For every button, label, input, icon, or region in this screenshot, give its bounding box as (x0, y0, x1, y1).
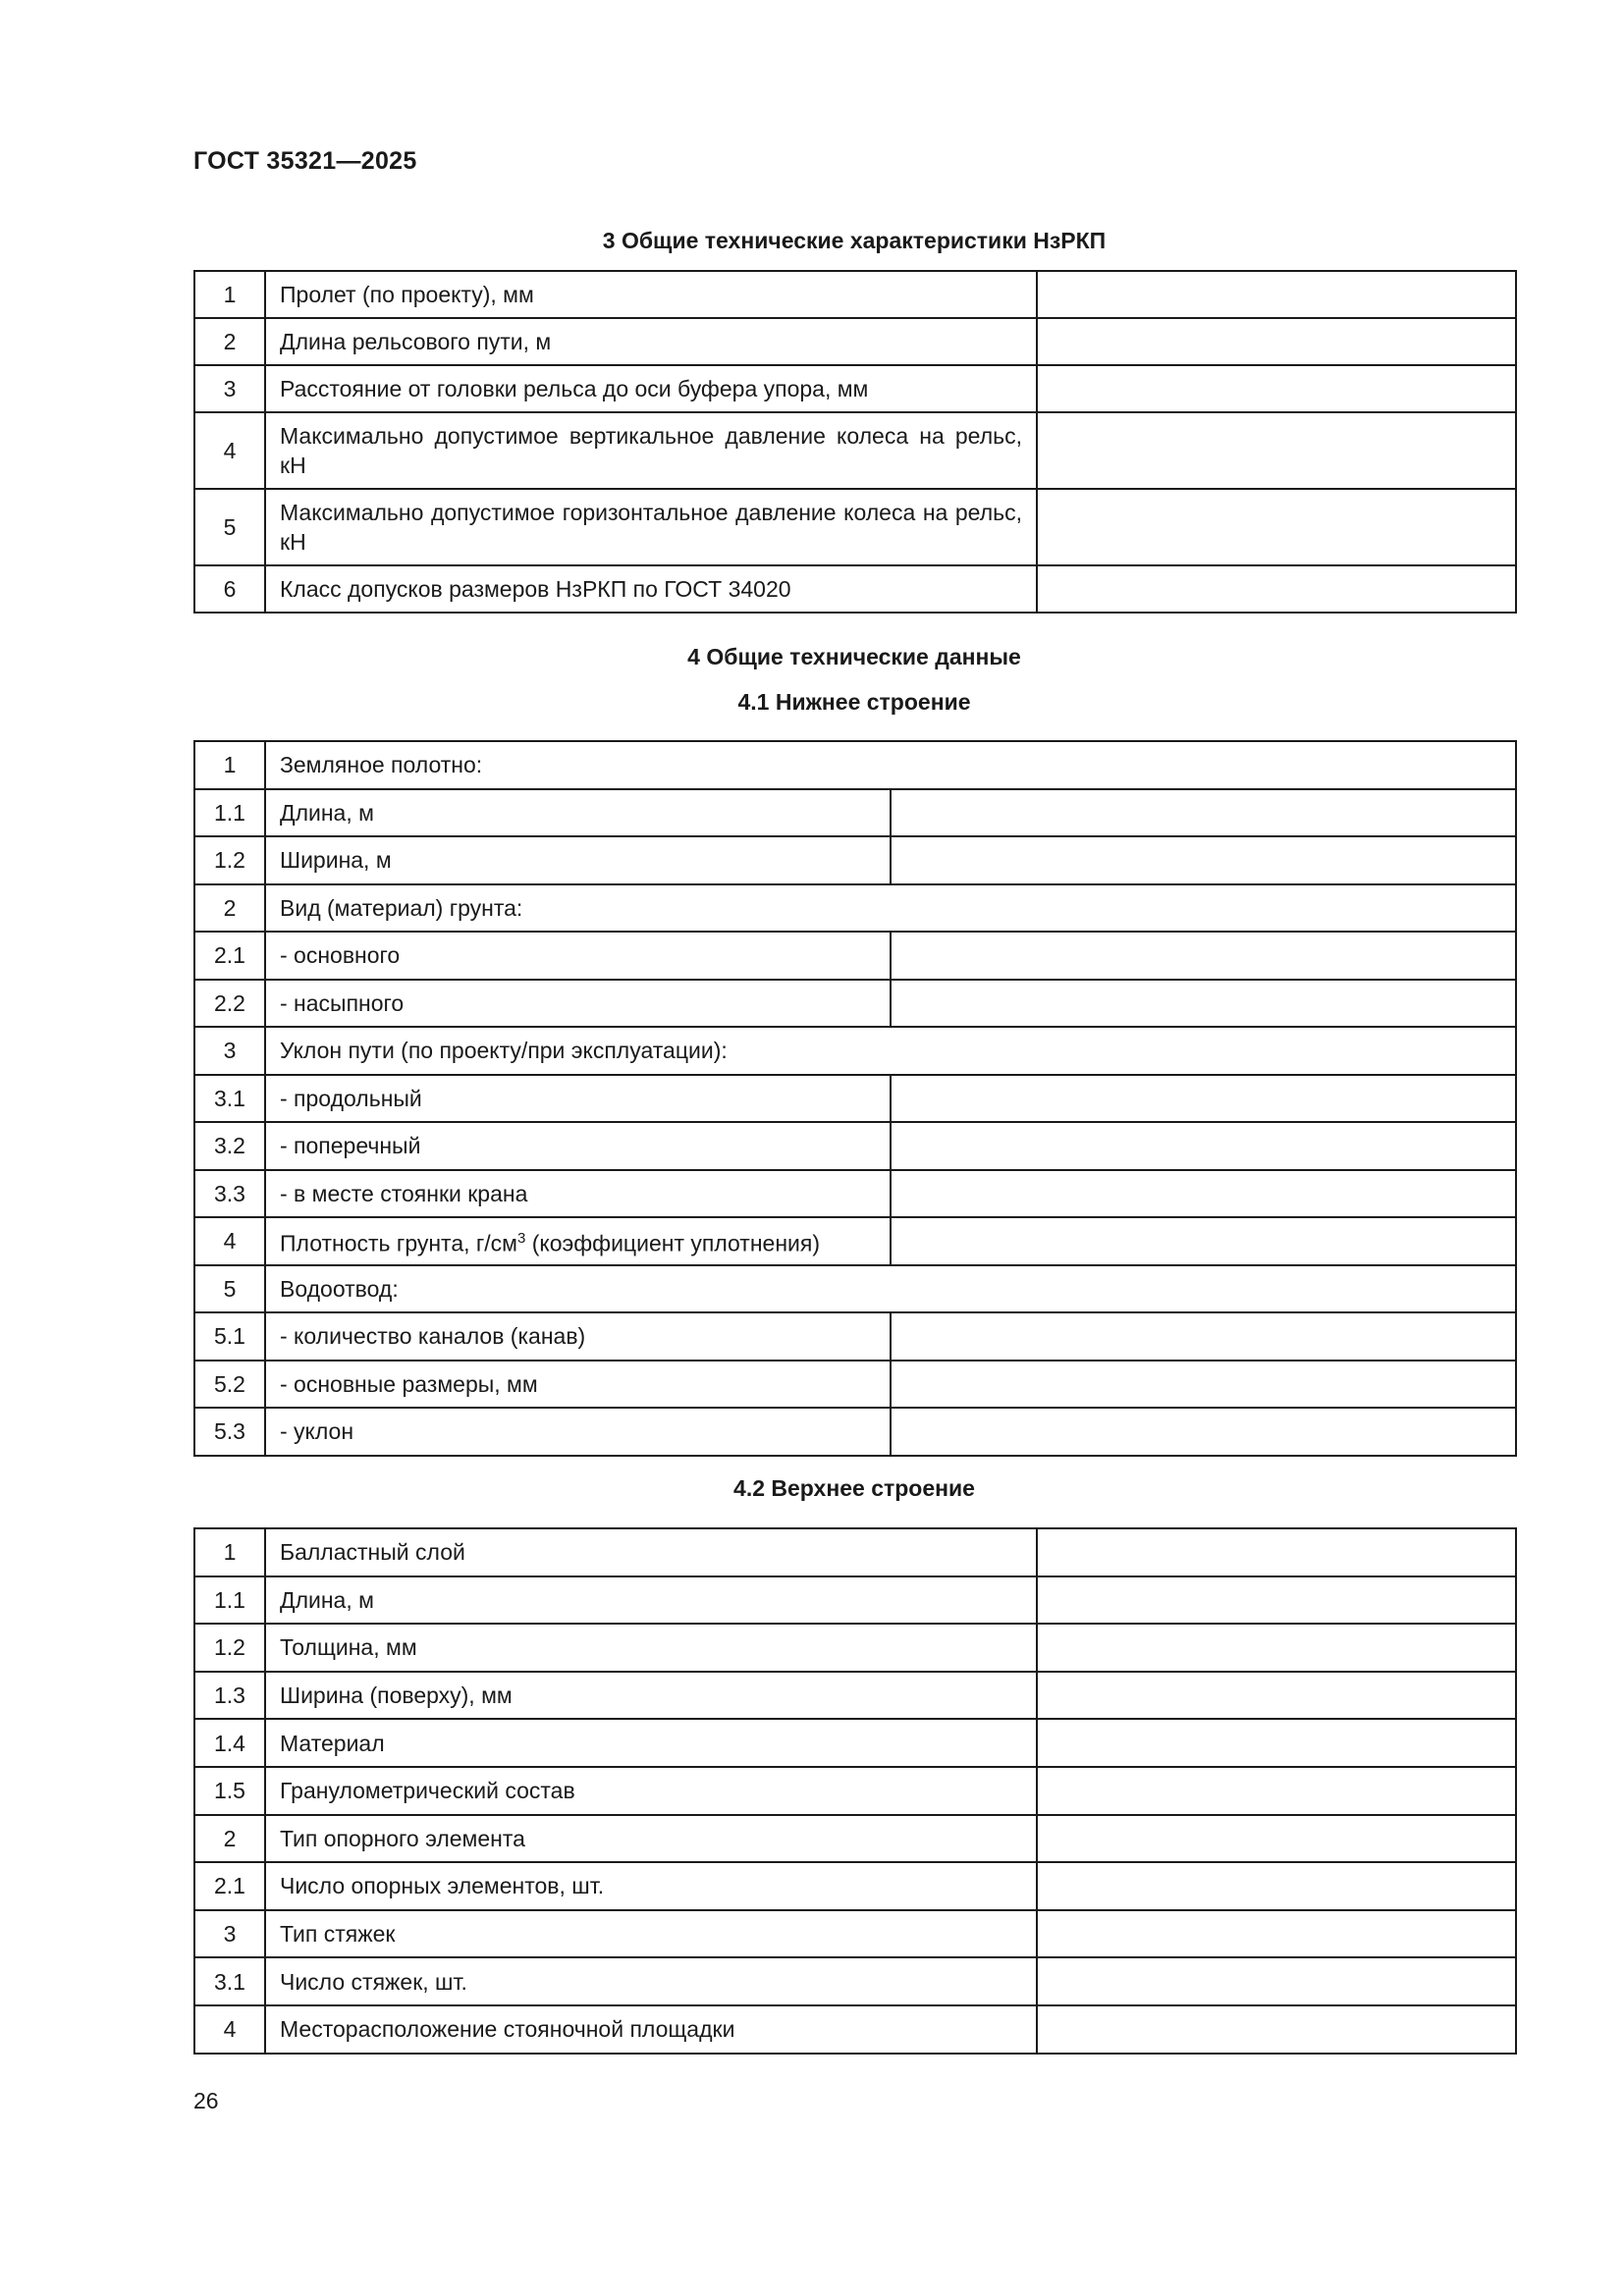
row-label: Максимально допустимое горизонтальное давление колеса на рельс, кН (265, 489, 1037, 565)
row-number: 1.1 (194, 1576, 265, 1625)
row-number: 3 (194, 365, 265, 412)
row-label: Длина, м (265, 789, 891, 837)
general-characteristics-table (193, 270, 1517, 614)
table-row (194, 980, 1516, 1028)
row-label: Пролет (по проекту), мм (265, 271, 1037, 318)
row-label: Длина рельсового пути, м (265, 318, 1037, 365)
substructure-table (193, 740, 1517, 1457)
row-number: 3.1 (194, 1075, 265, 1123)
row-label: Класс допусков размеров НзРКП по ГОСТ 34020 (265, 565, 1037, 613)
table-row (194, 1122, 1516, 1170)
value-cell[interactable] (1037, 1862, 1516, 1910)
row-number: 1 (194, 271, 265, 318)
value-cell[interactable] (1037, 1910, 1516, 1958)
row-number: 1.4 (194, 1719, 265, 1767)
row-label: Максимально допустимое вертикальное давление колеса на рельс, кН (265, 412, 1037, 489)
value-cell[interactable] (1037, 318, 1516, 365)
row-label: Ширина (поверху), мм (265, 1672, 1037, 1720)
table-row (194, 1576, 1516, 1625)
section-3-title: 3 Общие технические характеристики НзРКП (602, 228, 1107, 253)
row-label (265, 1217, 891, 1265)
value-cell[interactable] (1037, 1719, 1516, 1767)
group-label: Вид (материал) грунта: (265, 884, 1516, 933)
row-label: - основные размеры, мм (265, 1361, 891, 1409)
row-number: 4 (194, 1217, 265, 1265)
row-number: 5.3 (194, 1408, 265, 1456)
row-label: Ширина, м (265, 836, 891, 884)
table-row (194, 1170, 1516, 1218)
value-cell[interactable] (1037, 1767, 1516, 1815)
value-cell[interactable] (1037, 2005, 1516, 2054)
value-cell[interactable] (891, 1122, 1516, 1170)
group-label: Водоотвод: (265, 1265, 1516, 1313)
row-label: Гранулометрический состав (265, 1767, 1037, 1815)
table-row (194, 1719, 1516, 1767)
value-cell[interactable] (1037, 565, 1516, 613)
row-number: 5.2 (194, 1361, 265, 1409)
group-label: Уклон пути (по проекту/при эксплуатации): (265, 1027, 1516, 1075)
value-cell[interactable] (1037, 365, 1516, 412)
value-cell[interactable] (891, 1408, 1516, 1456)
soil-density-label: Плотность грунта, г/см (280, 1230, 517, 1256)
row-number: 2 (194, 318, 265, 365)
value-cell[interactable] (1037, 412, 1516, 489)
row-number: 3.2 (194, 1122, 265, 1170)
superscript-exponent: 3 (517, 1229, 526, 1247)
section-4-title: 4 Общие технические данные (687, 644, 1021, 669)
table-row (194, 1075, 1516, 1123)
value-cell[interactable] (1037, 1957, 1516, 2005)
row-number: 4 (194, 412, 265, 489)
row-label: - продольный (265, 1075, 891, 1123)
value-cell[interactable] (1037, 1815, 1516, 1863)
row-number: 3 (194, 1910, 265, 1958)
row-label: - уклон (265, 1408, 891, 1456)
table-row (194, 1408, 1516, 1456)
row-number: 1.5 (194, 1767, 265, 1815)
row-label: Длина, м (265, 1576, 1037, 1625)
row-number: 2 (194, 884, 265, 933)
row-number: 2.1 (194, 932, 265, 980)
table-row (194, 836, 1516, 884)
row-label: Число опорных элементов, шт. (265, 1862, 1037, 1910)
row-label: - насыпного (265, 980, 891, 1028)
table-row (194, 1910, 1516, 1958)
row-label: Расстояние от головки рельса до оси буфера упора, мм (265, 365, 1037, 412)
value-cell[interactable] (891, 1217, 1516, 1265)
row-number: 2.1 (194, 1862, 265, 1910)
row-number: 3 (194, 1027, 265, 1075)
row-number: 4 (194, 2005, 265, 2054)
table-row (194, 884, 1516, 933)
row-number: 1.2 (194, 1624, 265, 1672)
table-row (194, 271, 1516, 318)
table-row (194, 1624, 1516, 1672)
value-cell[interactable] (1037, 1624, 1516, 1672)
table-row (194, 1265, 1516, 1313)
row-number: 1.2 (194, 836, 265, 884)
table-row (194, 565, 1516, 613)
row-label: - количество каналов (канав) (265, 1312, 891, 1361)
value-cell[interactable] (891, 980, 1516, 1028)
row-number: 1 (194, 741, 265, 789)
row-label: Месторасположение стояночной площадки (265, 2005, 1037, 2054)
soil-density-label-suffix: (коэффициент уплотнения) (525, 1230, 820, 1256)
table-row (194, 318, 1516, 365)
table-row (194, 1957, 1516, 2005)
value-cell[interactable] (891, 1075, 1516, 1123)
row-label: Тип стяжек (265, 1910, 1037, 1958)
table-row (194, 1815, 1516, 1863)
table-row (194, 1312, 1516, 1361)
row-label: Толщина, мм (265, 1624, 1037, 1672)
table-row (194, 412, 1516, 489)
row-label: Материал (265, 1719, 1037, 1767)
row-number: 2 (194, 1815, 265, 1863)
value-cell[interactable] (891, 1312, 1516, 1361)
row-number: 3.3 (194, 1170, 265, 1218)
table-row (194, 1672, 1516, 1720)
row-number: 1.1 (194, 789, 265, 837)
value-cell[interactable] (1037, 1576, 1516, 1625)
table-row (194, 1528, 1516, 1576)
value-cell[interactable] (1037, 1672, 1516, 1720)
table-row (194, 1767, 1516, 1815)
value-cell[interactable] (1037, 1528, 1516, 1576)
page-number: 26 (193, 2088, 219, 2113)
row-label: Балластный слой (265, 1528, 1037, 1576)
table-row (194, 741, 1516, 789)
row-number: 1 (194, 1528, 265, 1576)
row-number: 3.1 (194, 1957, 265, 2005)
value-cell[interactable] (891, 1361, 1516, 1409)
subsection-4-1-title: 4.1 Нижнее строение (737, 689, 971, 715)
row-number: 5.1 (194, 1312, 265, 1361)
row-number: 6 (194, 565, 265, 613)
table-row (194, 932, 1516, 980)
table-row (194, 365, 1516, 412)
table-row (194, 1862, 1516, 1910)
group-label: Земляное полотно: (265, 741, 1516, 789)
value-cell[interactable] (891, 789, 1516, 837)
row-number: 5 (194, 489, 265, 565)
row-label: Тип опорного элемента (265, 1815, 1037, 1863)
subsection-4-2-title: 4.2 Верхнее строение (733, 1475, 975, 1501)
document-code: ГОСТ 35321—2025 (193, 147, 417, 175)
table-row (194, 489, 1516, 565)
row-number: 2.2 (194, 980, 265, 1028)
row-label: Число стяжек, шт. (265, 1957, 1037, 2005)
value-cell[interactable] (891, 1170, 1516, 1218)
row-label: - поперечный (265, 1122, 891, 1170)
value-cell[interactable] (1037, 489, 1516, 565)
value-cell[interactable] (1037, 271, 1516, 318)
table-row (194, 789, 1516, 837)
table-row (194, 1027, 1516, 1075)
row-number: 1.3 (194, 1672, 265, 1720)
table-row (194, 1217, 1516, 1265)
table-row (194, 1361, 1516, 1409)
table-row (194, 2005, 1516, 2054)
value-cell[interactable] (891, 932, 1516, 980)
value-cell[interactable] (891, 836, 1516, 884)
row-label: - в месте стоянки крана (265, 1170, 891, 1218)
row-label: - основного (265, 932, 891, 980)
superstructure-table (193, 1527, 1517, 2055)
row-number: 5 (194, 1265, 265, 1313)
